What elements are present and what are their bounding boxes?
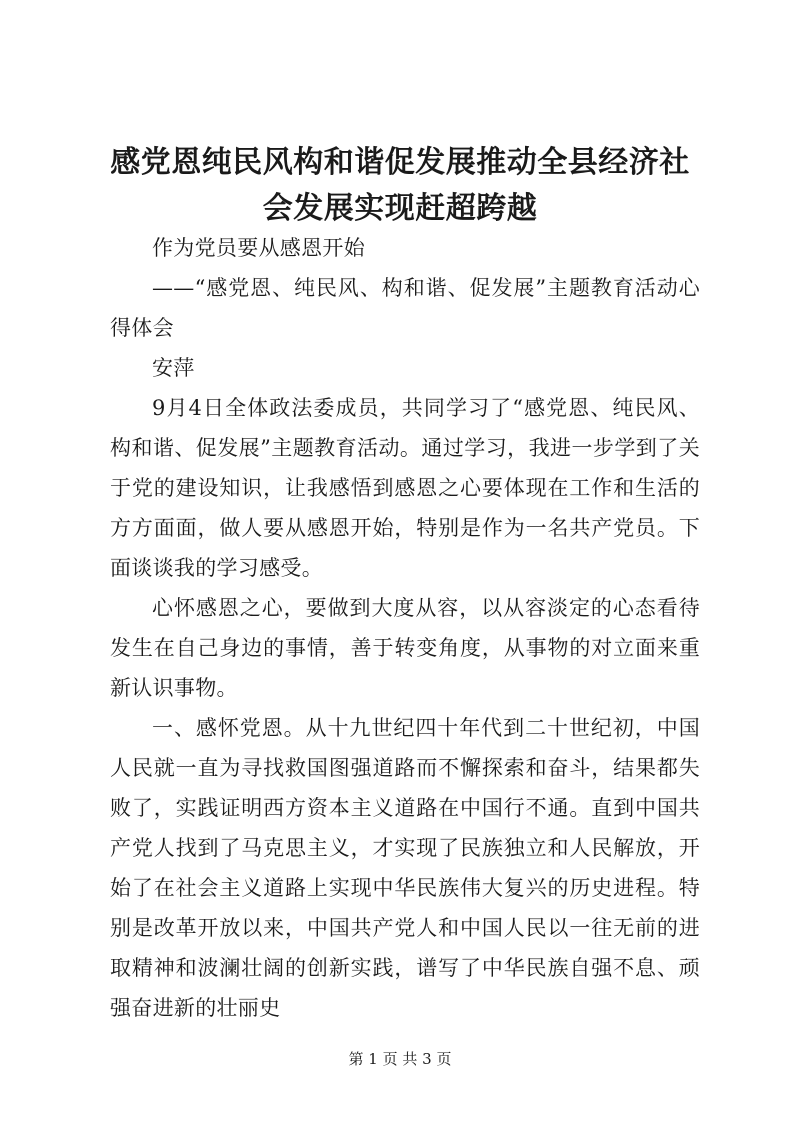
document-title: 感党恩纯民风构和谐促发展推动全县经济社会发展实现赶超跨越 — [110, 145, 690, 226]
paragraph-intro: 9月4日全体政法委成员，共同学习了“感党恩、纯民风、构和谐、促发展”主题教育活动。通过学习，我进一步学到了关于党的建设知识，让我感悟到感恩之心要体现在工作和生活的方方面面，做人要从感恩开始，特别是作为一名共产党员。下面谈谈我的学习感受。 — [110, 396, 700, 580]
subtitle-line: 作为党员要从感恩开始 — [152, 236, 365, 260]
paragraph-section-one: 一、感怀党恩。从十九世纪四十年代到二十世纪初，中国人民就一直为寻找救国图强道路而不懈探索和奋斗，结果都失败了，实践证明西方资本主义道路在中国行不通。直到中国共产党人找到了马克思主义，才实现了民族独立和人民解放，开始了在社会主义道路上实现中华民族伟大复兴的历史进程。特别是改革开放以来，中国共产党人和中国人民以一往无前的进取精神和波澜壮阔的创新实践，谱写了中华民族自强不息、顽强奋进新的壮丽史 — [110, 716, 700, 1020]
paragraph-gratitude: 心怀感恩之心，要做到大度从容，以从容淡定的心态看待发生在自己身边的事情，善于转变角度，从事物的对立面来重新认识事物。 — [110, 596, 700, 700]
document-body — [110, 228, 700, 1028]
author-name: 安萍 — [152, 356, 195, 380]
page-footer: 第 1 页 共 3 页 — [348, 1050, 452, 1068]
subtitle-theme: ——“感党恩、纯民风、构和谐、促发展”主题教育活动心得体会 — [110, 276, 700, 340]
